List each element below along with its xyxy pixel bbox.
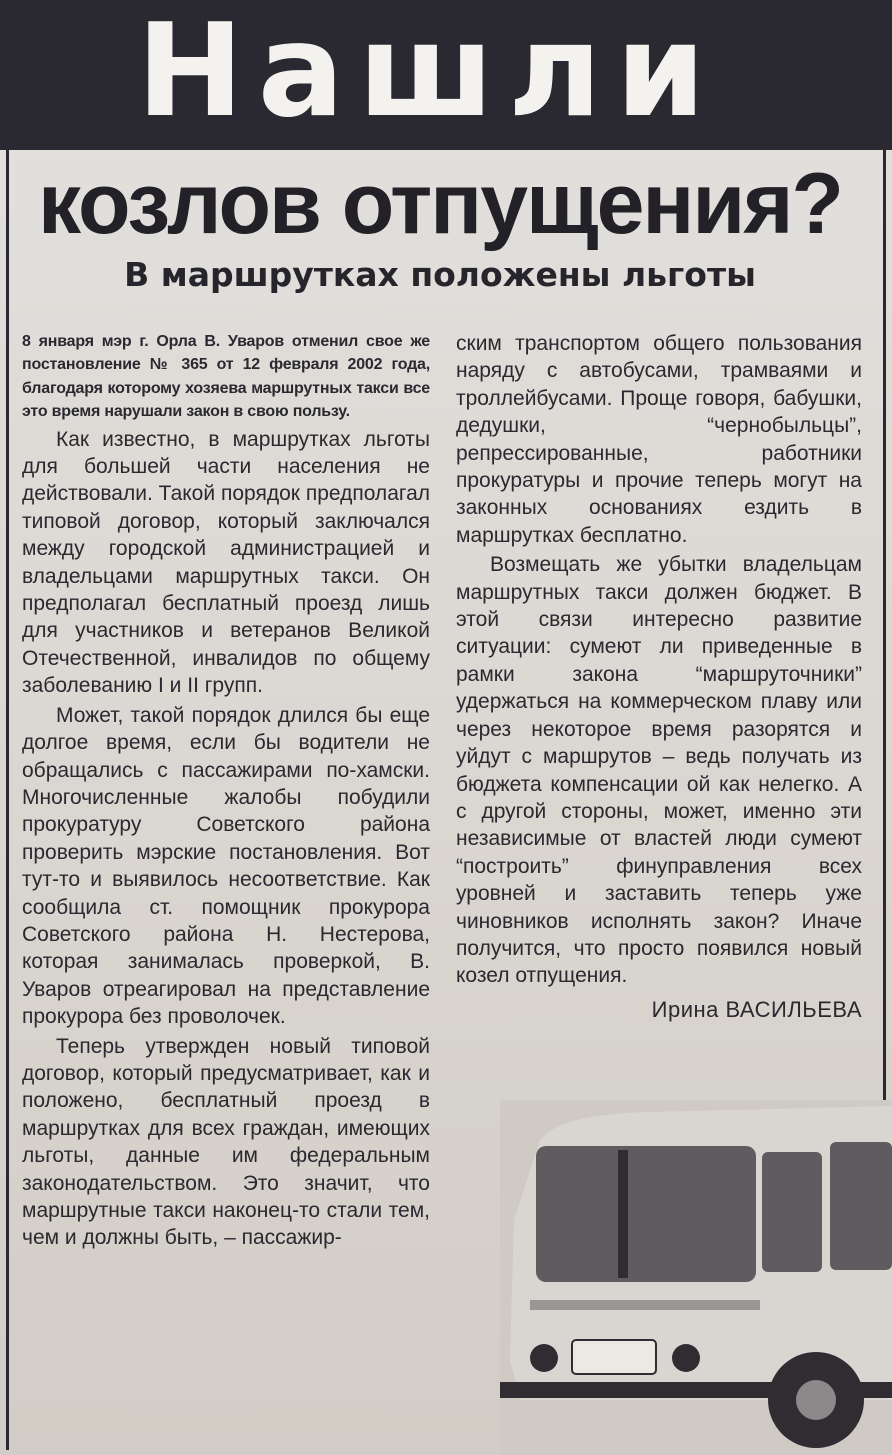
left-column <box>22 330 430 1252</box>
body-paragraph-3: Теперь утвержден новый типовой договор, который предусматривает, как и положено, бесплатный проезд в маршрутках для всех граждан, имеющих льготы, данные им федеральным законодательством. Это значит, что маршрутные такси наконец-то стали тем, чем и должны быть, – пассажир- <box>22 1034 430 1250</box>
body-paragraph-1: Как известно, в маршрутках льготы для большей части населения не действовали. Такой порядок предполагал типовой договор, который заключался между городской администрацией и владельцами маршрутных такси. Он предполагал бесплатный проезд лишь для участников и ветеранов Великой Отечественной, инвалидов по общему заболеванию I и II групп. <box>22 427 430 698</box>
kicker-title: Нашли <box>136 0 720 146</box>
windshield-divider <box>618 1150 628 1278</box>
subheadline: В маршрутках положены льготы <box>124 255 756 294</box>
body-paragraph-4: Возмещать же убытки владельцам маршрутных такси должен бюджет. В этой связи интересно развитие ситуации: сумеют ли приведенные в рамки закона “маршруточники” удержаться на коммерческом плаву или через некоторое время разорятся и уйдут с маршрутов – ведь получать из бюджета компенсации ой как нелегко. А с другой стороны, может, именно эти независимые от властей люди сумеют “построить” финуправления всех уровней и заставить теперь уже чиновников исполнять закон? Иначе получится, что просто появился новый козел отпущения. <box>456 553 862 988</box>
side-window-2 <box>830 1142 892 1270</box>
bus-photo <box>500 1100 892 1455</box>
right-column <box>456 330 862 1023</box>
headline: козлов отпущения? <box>38 156 842 252</box>
header-band <box>0 0 892 150</box>
left-headlight <box>530 1344 558 1372</box>
body-paragraph-2: Может, такой порядок длился бы еще долгое время, если бы водители не обращались с пассажирами по-хамски. Многочисленные жалобы побудили прокуратуру Советского района проверить мэрские постановления. Вот тут-то и выявилось несоответствие. Как сообщила ст. помощник прокурора Советского района Н. Нестерова, которая занималась проверкой, В. Уваров отреагировал на представление прокурора без проволочек. <box>22 703 430 1029</box>
bus-grille <box>572 1340 656 1374</box>
continued-paragraph: ским транспортом общего пользования наряду с автобусами, трамваями и троллейбусами. Проще говоря, бабушки, дедушки, “чернобыльцы”, репрессированные, работники прокуратуры и прочие теперь могут на законных основаниях ездить в маршрутках бесплатно. <box>456 332 862 547</box>
bus-windshield <box>536 1146 756 1282</box>
bus-stripe <box>530 1300 760 1310</box>
lead-paragraph: 8 января мэр г. Орла В. Уваров отменил свое же постановление № 365 от 12 февраля 2002 года, благодаря которому хозяева маршрутных такси все это время нарушали закон в свою пользу. <box>22 333 430 421</box>
side-window-1 <box>762 1152 822 1272</box>
right-headlight <box>672 1344 700 1372</box>
bus-hubcap <box>796 1380 836 1420</box>
author-byline: Ирина ВАСИЛЬЕВА <box>651 996 862 1022</box>
